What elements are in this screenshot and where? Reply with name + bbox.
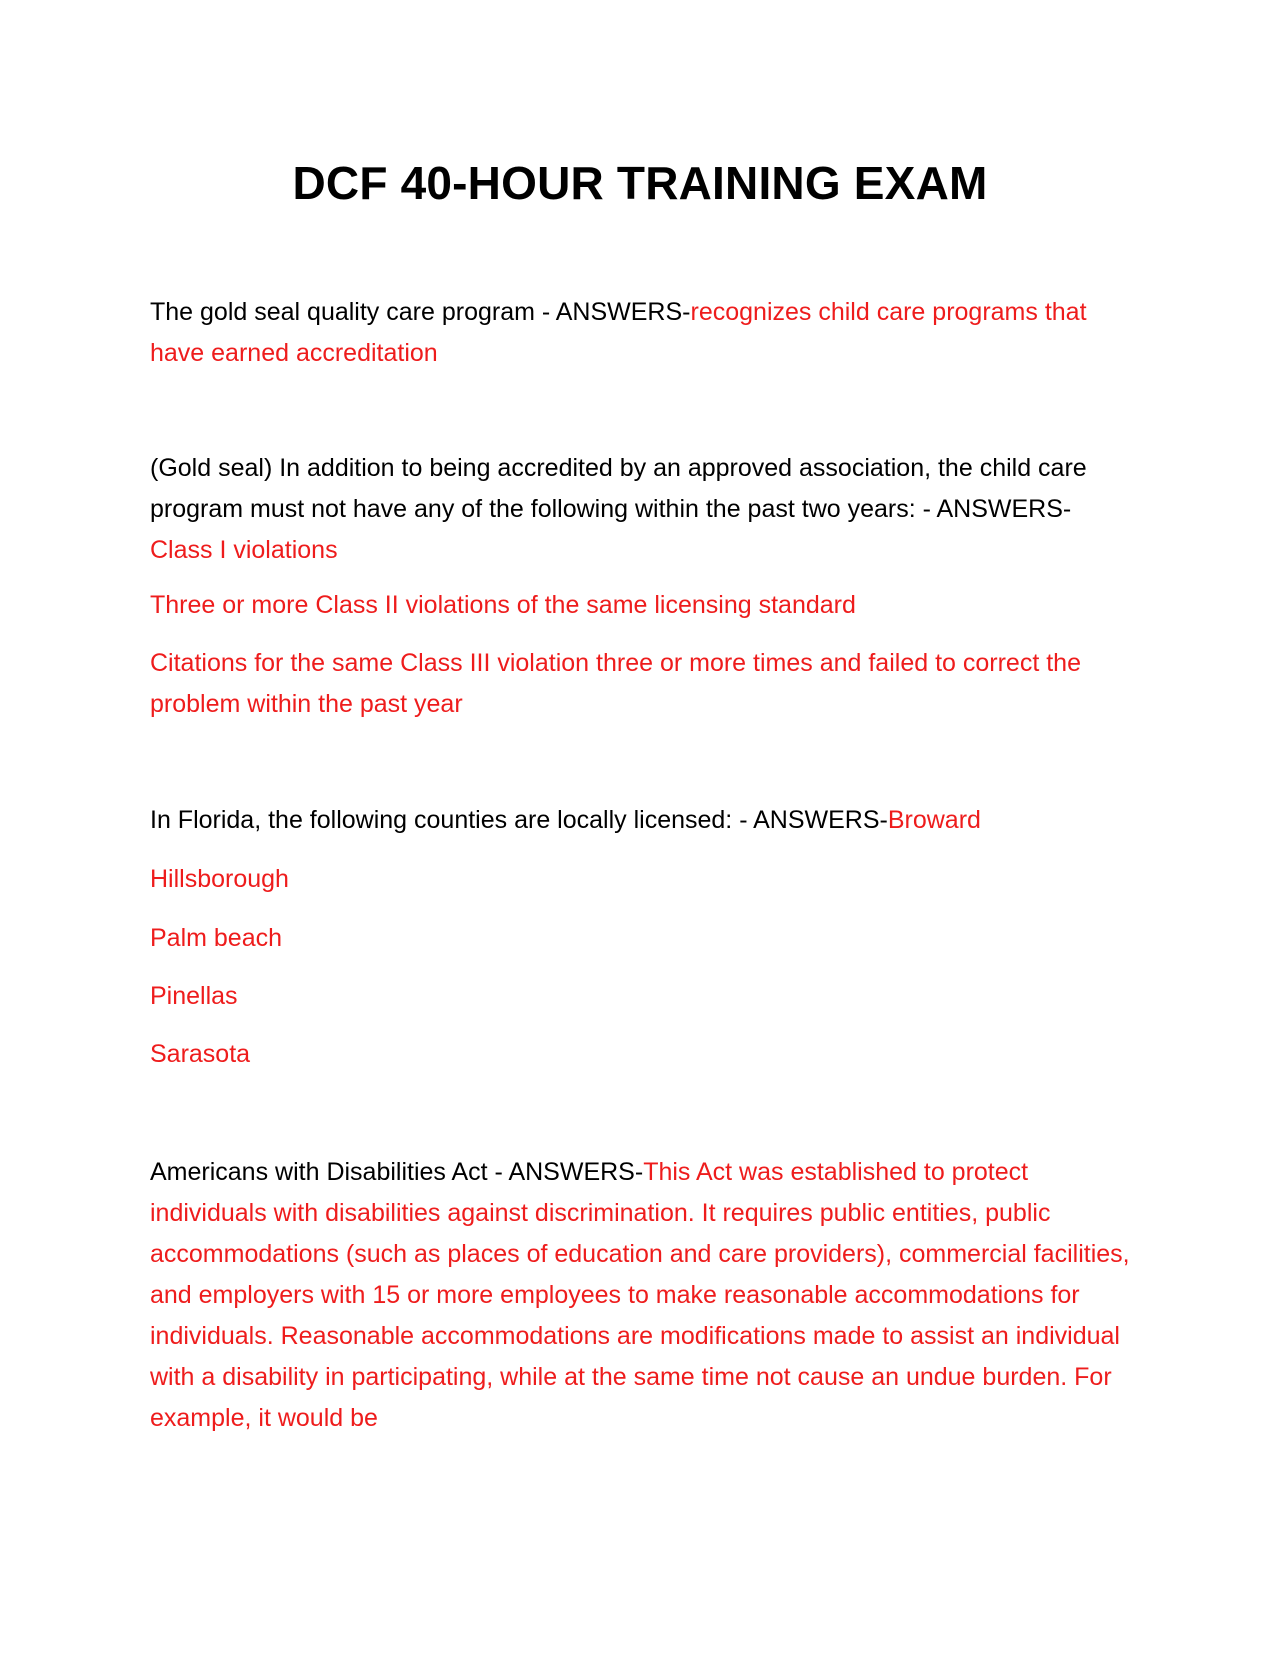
question-text: In Florida, the following counties are locally licensed: - ANSWERS- — [150, 806, 888, 834]
answer-text: recognizes child care programs that have earned accreditation — [150, 298, 1087, 367]
page-title: DCF 40-HOUR TRAINING EXAM — [292, 157, 988, 209]
answer-line-sarasota: Sarasota — [150, 1040, 251, 1068]
question-text: (Gold seal) In addition to being accredited by an approved association, the child care program must not have any of the following within the past two years: - ANSWERS- — [150, 454, 1087, 523]
answer-line-palm-beach: Palm beach — [150, 924, 283, 952]
answer-line-pinellas: Pinellas — [150, 982, 238, 1010]
answer-line: Three or more Class II violations of the same licensing standard — [150, 591, 856, 619]
answer-line: Citations for the same Class III violation three or more times and failed to correct the problem within the past year — [150, 649, 1081, 718]
question-text: Americans with Disabilities Act - ANSWERS- — [150, 1158, 644, 1186]
question-ada — [150, 1152, 1130, 1439]
answer-text: This Act was established to protect individuals with disabilities against discrimination. It requires public entities, public accommodations (such as places of education and care providers), commercial facilities, and employers with 15 or more employees to make reasonable accommodations for individuals. Reasonable accommodations are modifications made to assist an individual with a disability in participating, while at the same time not cause an undue burden. For example, it would be — [150, 1158, 1130, 1432]
answer-text: Class I violations — [150, 536, 338, 564]
answer-text: Broward — [887, 806, 981, 834]
question-gold-seal-requirements — [150, 448, 1130, 571]
answer-line-hillsborough: Hillsborough — [150, 865, 289, 893]
question-gold-seal — [150, 292, 1130, 374]
question-text: The gold seal quality care program - ANSWERS- — [150, 298, 691, 326]
question-locally-licensed-counties — [150, 800, 1130, 841]
